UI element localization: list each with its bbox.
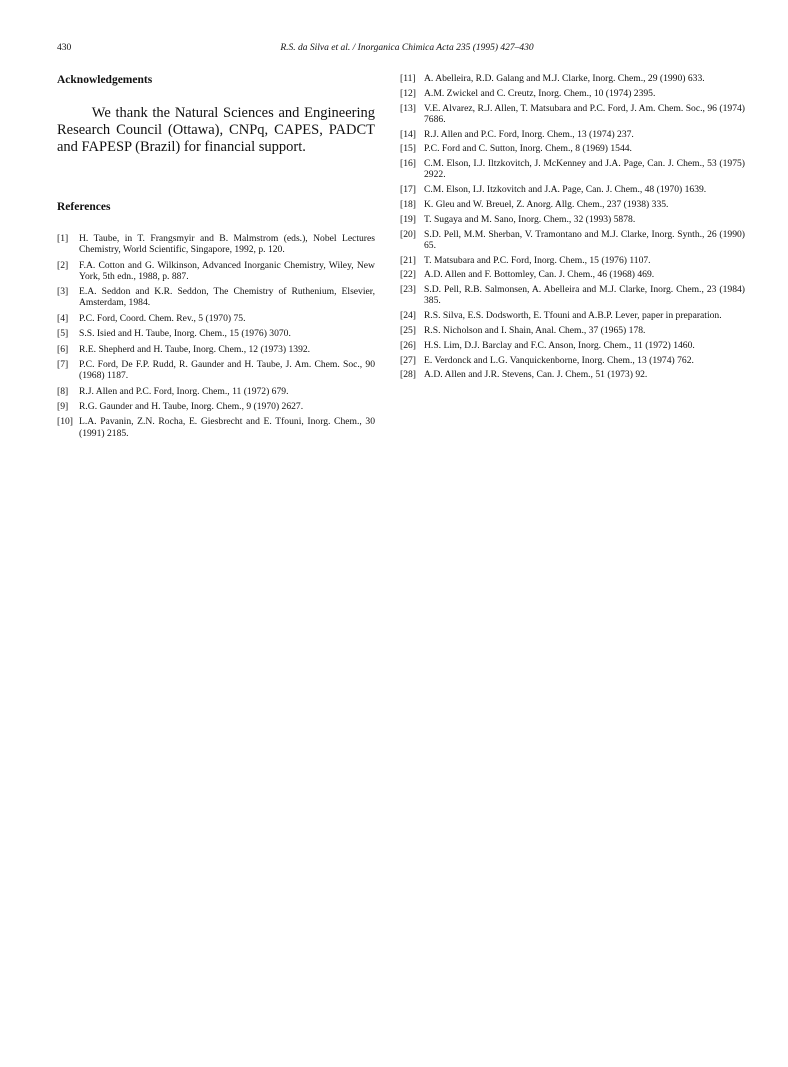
reference-number: [5] bbox=[57, 328, 69, 340]
reference-item bbox=[400, 103, 745, 125]
reference-number: [13] bbox=[400, 102, 416, 114]
reference-number: [16] bbox=[400, 158, 416, 170]
reference-text: A.M. Zwickel and C. Creutz, Inorg. Chem., 10 (1974) 2395. bbox=[424, 87, 656, 99]
reference-number: [27] bbox=[400, 354, 416, 366]
reference-text: F.A. Cotton and G. Wilkinson, Advanced Inorganic Chemistry, Wiley, New York, 5th edn., 1988, p. 887. bbox=[79, 259, 375, 282]
reference-number: [28] bbox=[400, 369, 416, 381]
reference-number: [4] bbox=[57, 312, 69, 324]
left-column bbox=[57, 73, 375, 443]
reference-item bbox=[57, 416, 375, 438]
references-title: References bbox=[57, 201, 111, 213]
reference-text: K. Gleu and W. Breuel, Z. Anorg. Allg. Chem., 237 (1938) 335. bbox=[424, 198, 669, 210]
reference-item bbox=[400, 355, 745, 366]
reference-item bbox=[400, 325, 745, 336]
reference-list-right bbox=[400, 73, 745, 381]
reference-number: [9] bbox=[57, 400, 69, 412]
reference-item bbox=[57, 359, 375, 381]
reference-item bbox=[400, 284, 745, 306]
reference-number: [12] bbox=[400, 87, 416, 99]
reference-text: R.J. Allen and P.C. Ford, Inorg. Chem., 13 (1974) 237. bbox=[424, 128, 634, 140]
reference-text: T. Matsubara and P.C. Ford, Inorg. Chem., 15 (1976) 1107. bbox=[424, 254, 651, 266]
reference-number: [24] bbox=[400, 310, 416, 322]
reference-number: [3] bbox=[57, 286, 69, 298]
reference-list-left bbox=[57, 233, 375, 439]
running-head: R.S. da Silva et al. / Inorganica Chimica Acta 235 (1995) 427–430 bbox=[280, 43, 534, 53]
reference-number: [22] bbox=[400, 269, 416, 281]
reference-item bbox=[400, 269, 745, 280]
reference-number: [26] bbox=[400, 339, 416, 351]
reference-number: [19] bbox=[400, 213, 416, 225]
reference-text: C.M. Elson, I.J. Itzkovitch and J.A. Page, Can. J. Chem., 48 (1970) 1639. bbox=[424, 184, 707, 196]
reference-number: [15] bbox=[400, 143, 416, 155]
reference-text: P.C. Ford, De F.P. Rudd, R. Gaunder and H. Taube, J. Am. Chem. Soc., 90 (1968) 1187. bbox=[79, 358, 375, 382]
reference-text: P.C. Ford and C. Sutton, Inorg. Chem., 8 (1969) 1544. bbox=[424, 143, 632, 155]
reference-text: S.S. Isied and H. Taube, Inorg. Chem., 15 (1976) 3070. bbox=[79, 328, 291, 340]
reference-item bbox=[57, 344, 375, 355]
reference-number: [20] bbox=[400, 228, 416, 240]
reference-item bbox=[400, 88, 745, 99]
reference-item bbox=[400, 310, 745, 321]
reference-number: [25] bbox=[400, 324, 416, 336]
reference-text: T. Sugaya and M. Sano, Inorg. Chem., 32 (1993) 5878. bbox=[424, 213, 636, 225]
reference-text: L.A. Pavanin, Z.N. Rocha, E. Giesbrecht and E. Tfouni, Inorg. Chem., 30 (1991) 2185. bbox=[79, 416, 375, 439]
acknowledgements-title: Acknowledgements bbox=[57, 74, 153, 86]
page-number: 430 bbox=[57, 43, 72, 53]
reference-item bbox=[400, 184, 745, 195]
reference-item bbox=[57, 386, 375, 397]
reference-item bbox=[400, 340, 745, 351]
reference-text: A.D. Allen and J.R. Stevens, Can. J. Chem., 51 (1973) 92. bbox=[424, 369, 648, 381]
reference-number: [23] bbox=[400, 284, 416, 296]
reference-text: S.D. Pell, M.M. Sherban, V. Tramontano and M.J. Clarke, Inorg. Synth., 26 (1990) 65. bbox=[424, 228, 745, 251]
reference-number: [18] bbox=[400, 198, 416, 210]
reference-item bbox=[57, 313, 375, 324]
reference-text: H. Taube, in T. Frangsmyir and B. Malmstrom (eds.), Nobel Lectures Chemistry, World Scientific, Singapore, 1992, p. 120. bbox=[79, 233, 375, 256]
reference-number: [1] bbox=[57, 233, 69, 244]
reference-number: [14] bbox=[400, 128, 416, 140]
reference-text: H.S. Lim, D.J. Barclay and F.C. Anson, Inorg. Chem., 11 (1972) 1460. bbox=[424, 339, 695, 351]
reference-item bbox=[400, 158, 745, 180]
reference-item bbox=[57, 328, 375, 339]
right-column bbox=[400, 73, 745, 384]
reference-text: C.M. Elson, I.J. Iltzkovitch, J. McKenney and J.A. Page, Can. J. Chem., 53 (1975) 2922. bbox=[424, 158, 745, 181]
reference-number: [6] bbox=[57, 343, 69, 355]
reference-text: V.E. Alvarez, R.J. Allen, T. Matsubara and P.C. Ford, J. Am. Chem. Soc., 96 (1974) 7686. bbox=[424, 102, 745, 125]
reference-text: E. Verdonck and L.G. Vanquickenborne, Inorg. Chem., 13 (1974) 762. bbox=[424, 354, 694, 366]
reference-number: [21] bbox=[400, 254, 416, 266]
reference-number: [7] bbox=[57, 358, 69, 370]
reference-item bbox=[400, 255, 745, 266]
reference-number: [10] bbox=[57, 416, 73, 428]
acknowledgements-body: We thank the Natural Sciences and Engineering Research Council (Ottawa), CNPq, CAPES, PADCT and FAPESP (Brazil) for financial support. bbox=[57, 105, 375, 155]
reference-text: E.A. Seddon and K.R. Seddon, The Chemistry of Ruthenium, Elsevier, Amsterdam, 1984. bbox=[79, 286, 375, 309]
reference-text: A.D. Allen and F. Bottomley, Can. J. Chem., 46 (1968) 469. bbox=[424, 269, 655, 281]
reference-text: S.D. Pell, R.B. Salmonsen, A. Abelleira and M.J. Clarke, Inorg. Chem., 23 (1984) 385. bbox=[424, 284, 745, 307]
reference-item bbox=[57, 401, 375, 412]
reference-item bbox=[400, 199, 745, 210]
reference-item bbox=[400, 229, 745, 251]
reference-item bbox=[400, 129, 745, 140]
reference-text: R.S. Nicholson and I. Shain, Anal. Chem., 37 (1965) 178. bbox=[424, 324, 646, 336]
reference-number: [8] bbox=[57, 385, 69, 397]
reference-item bbox=[57, 286, 375, 308]
reference-item bbox=[400, 73, 745, 84]
reference-number: [17] bbox=[400, 184, 416, 196]
reference-text: R.S. Silva, E.S. Dodsworth, E. Tfouni and A.B.P. Lever, paper in preparation. bbox=[424, 310, 722, 322]
reference-number: [2] bbox=[57, 259, 69, 271]
reference-item bbox=[400, 369, 745, 380]
reference-item bbox=[400, 143, 745, 154]
reference-item bbox=[57, 260, 375, 282]
reference-text: R.E. Shepherd and H. Taube, Inorg. Chem., 12 (1973) 1392. bbox=[79, 343, 311, 355]
page-header bbox=[57, 43, 757, 57]
reference-number: [11] bbox=[400, 73, 416, 84]
reference-text: A. Abelleira, R.D. Galang and M.J. Clarke, Inorg. Chem., 29 (1990) 633. bbox=[424, 73, 705, 84]
reference-text: P.C. Ford, Coord. Chem. Rev., 5 (1970) 75. bbox=[79, 312, 246, 324]
reference-item bbox=[400, 214, 745, 225]
reference-text: R.G. Gaunder and H. Taube, Inorg. Chem., 9 (1970) 2627. bbox=[79, 400, 304, 412]
reference-text: R.J. Allen and P.C. Ford, Inorg. Chem., 11 (1972) 679. bbox=[79, 385, 289, 397]
reference-item bbox=[57, 233, 375, 255]
